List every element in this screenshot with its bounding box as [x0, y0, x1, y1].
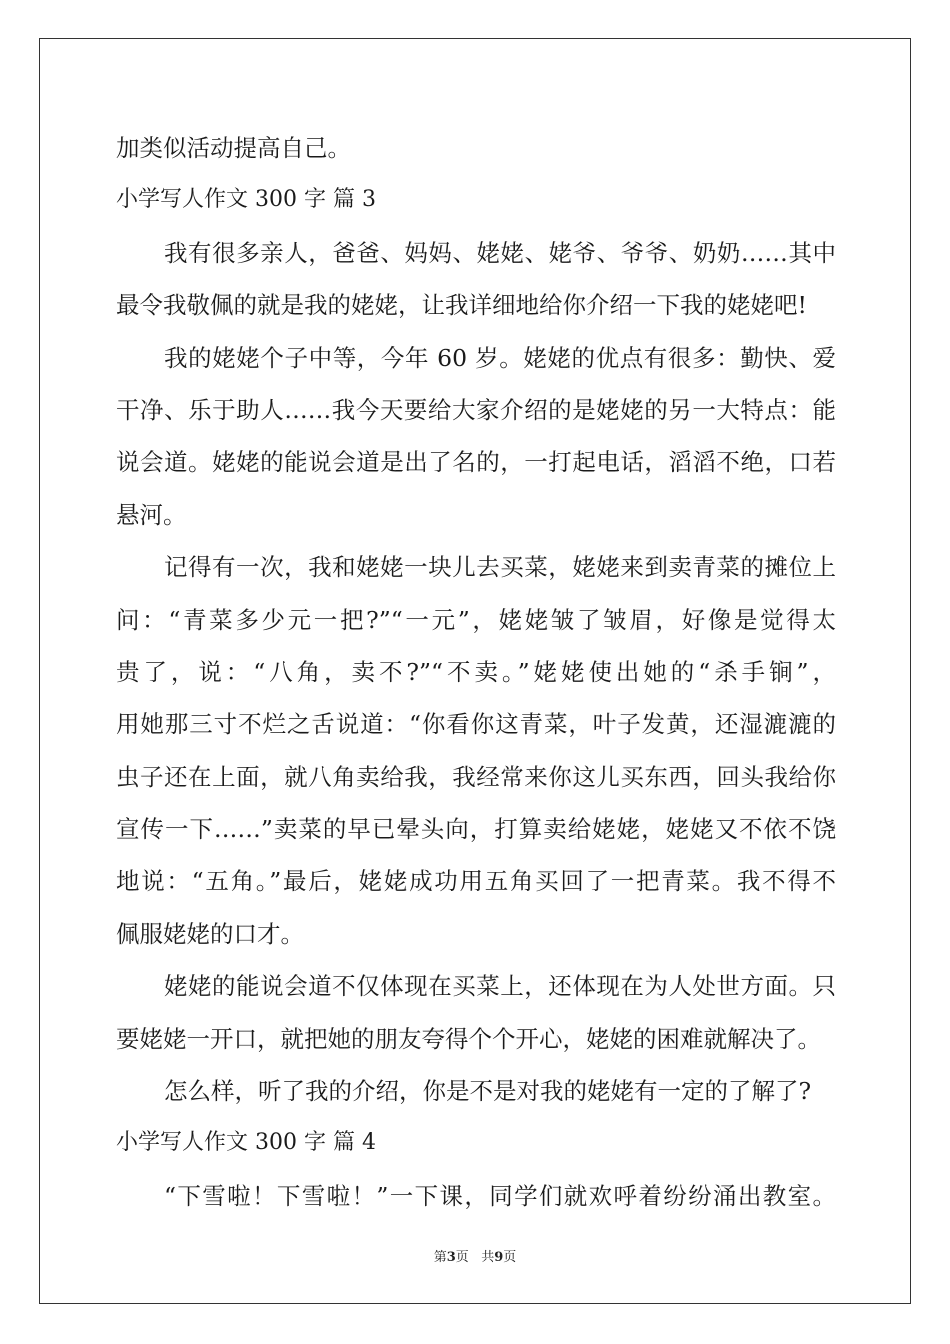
- text-line: 要姥姥一开口，就把她的朋友夸得个个开心，姥姥的困难就解决了。: [116, 1024, 821, 1053]
- text-line: 我有很多亲人，爸爸、妈妈、姥姥、姥爷、爷爷、奶奶……其中: [164, 238, 836, 267]
- text-line: 姥姥的能说会道不仅体现在买菜上，还体现在为人处世方面。只: [164, 972, 836, 1001]
- text-line: 最令我敬佩的就是我的姥姥，让我详细地给你介绍一下我的姥姥吧!: [116, 291, 807, 320]
- total-prefix: 共: [481, 1250, 495, 1265]
- text-line: 贵了，说：“八角，卖不?”“不卖。”姥姥使出她的“杀手锏”，: [116, 657, 836, 686]
- text-line: 干净、乐于助人……我今天要给大家介绍的是姥姥的另一大特点：能: [116, 395, 836, 424]
- page-number: 3: [446, 1250, 456, 1265]
- page-footer: [0, 1246, 950, 1265]
- text-line: 悬河。: [116, 500, 187, 529]
- text-line: 问：“青菜多少元一把?”“一元”，姥姥皱了皱眉，好像是觉得太: [116, 605, 836, 634]
- text-line: 加类似活动提高自己。: [116, 134, 351, 162]
- text-line: 地说：“五角。”最后，姥姥成功用五角买回了一把青菜。我不得不: [116, 867, 836, 896]
- text-line: 用她那三寸不烂之舌说道：“你看你这青菜，叶子发黄，还湿漉漉的: [116, 710, 836, 739]
- total-suffix: 页: [503, 1250, 517, 1265]
- text-line: 我的姥姥个子中等，今年 60 岁。姥姥的优点有很多：勤快、爱: [164, 343, 836, 372]
- text-line: “下雪啦！下雪啦！”一下课，同学们就欢呼着纷纷涌出教室。: [164, 1181, 836, 1210]
- page-suffix: 页: [455, 1250, 469, 1265]
- section-heading: 小学写人作文 300 字 篇 4: [116, 1130, 376, 1156]
- total-pages: 9: [494, 1250, 504, 1265]
- text-line: 记得有一次，我和姥姥一块儿去买菜，姥姥来到卖青菜的摊位上: [164, 553, 836, 582]
- section-heading: 小学写人作文 300 字 篇 3: [116, 187, 376, 213]
- document-body: [116, 122, 836, 1222]
- page-prefix: 第: [433, 1250, 447, 1265]
- text-line: 佩服姥姥的口才。: [116, 919, 304, 948]
- text-line: 宣传一下……”卖菜的早已晕头向，打算卖给姥姥，姥姥又不依不饶: [116, 815, 836, 844]
- text-line: 怎么样，听了我的介绍，你是不是对我的姥姥有一定的了解了?: [164, 1077, 812, 1106]
- text-line: 说会道。姥姥的能说会道是出了名的，一打起电话，滔滔不绝，口若: [116, 448, 836, 477]
- text-line: 虫子还在上面，就八角卖给我，我经常来你这儿买东西，回头我给你: [116, 762, 836, 791]
